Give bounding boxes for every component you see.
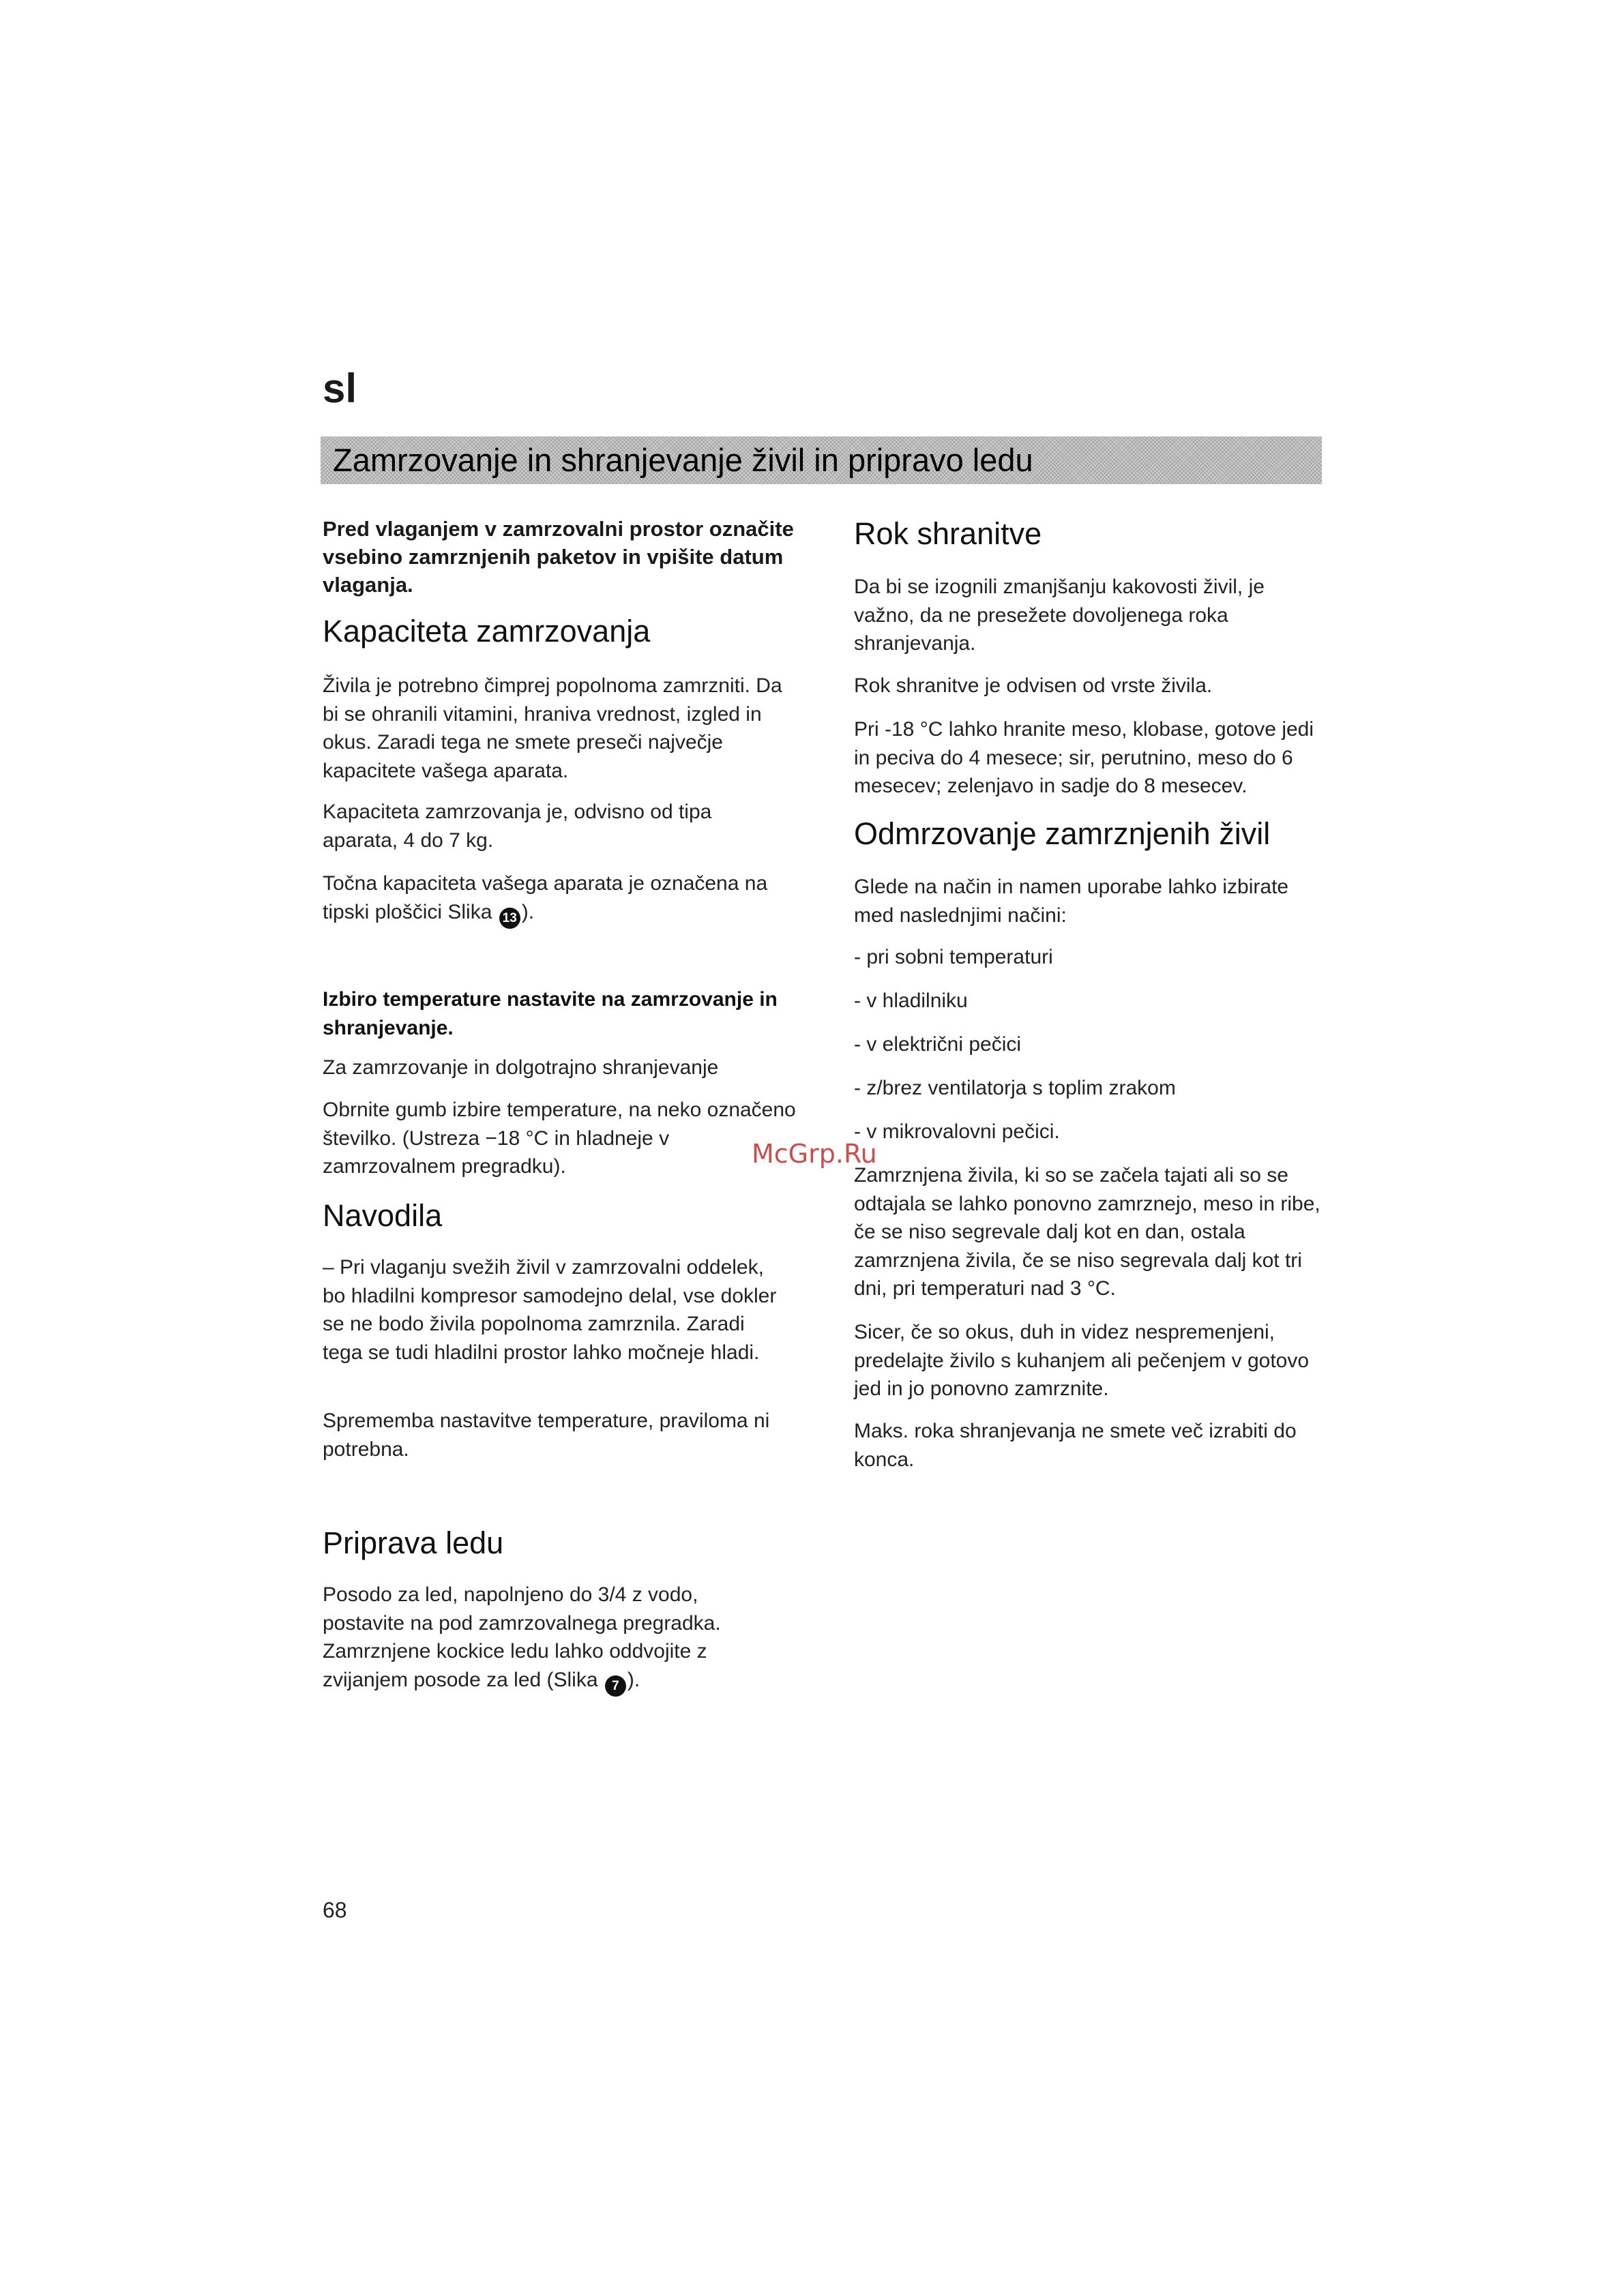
izbiro-bold-paragraph: Izbiro temperature nastavite na zamrzovanje in shranjevanje.	[323, 988, 778, 1039]
odmrzovanje-paragraph-2: Zamrznjena živila, ki so se začela tajati ali so se odtajala se lahko ponovno zamrznejo, meso in ribe, če se niso segrevale dalj kot en dan, ostala zamrznjena živila, če se niso segrevala dalj kot tri dni, pri temperaturi nad 3 °C.	[854, 1164, 1320, 1300]
heading-rok-shranitve: Rok shranitve	[854, 516, 1042, 551]
navodila-paragraph-1: – Pri vlaganju svežih živil v zamrzovalni oddelek, bo hladilni kompresor samodejno delal, vse dokler se ne bodo živila popolnoma zamrznila. Zaradi tega se tudi hladilni prostor lahko močneje hladi.	[323, 1256, 777, 1364]
navodila-paragraph-2: Sprememba nastavitve temperature, praviloma ni potrebna.	[323, 1410, 770, 1461]
priprava-end: ).	[627, 1668, 640, 1691]
odmrzovanje-paragraph-1: Glede na način in namen uporabe lahko izbirate med naslednjimi načini:	[854, 876, 1289, 927]
figure-13-badge: 13	[499, 908, 520, 929]
kapaciteta-p3-text: Točna kapaciteta vašega aparata je označena na tipski ploščici Slika	[323, 872, 768, 923]
heading-priprava-ledu: Priprava ledu	[323, 1525, 504, 1560]
list-item: - v mikrovalovni pečici.	[854, 1120, 1060, 1143]
kapaciteta-p3-end: ).	[521, 900, 535, 923]
banner-title: Zamrzovanje in shranjevanje živil in pripravo ledu	[333, 442, 1033, 478]
page-number: 68	[323, 1898, 347, 1922]
priprava-paragraph	[323, 1581, 759, 1697]
izbiro-paragraph-2: Obrnite gumb izbire temperature, na neko označeno številko. (Ustreza −18 °C in hladneje v zamrzovalnem pregradku).	[323, 1099, 796, 1178]
watermark-text: McGrp.Ru	[752, 1139, 877, 1169]
odmrzovanje-paragraph-3: Sicer, če so okus, duh in videz nespremenjeni, predelajte živilo s kuhanjem ali pečenjem v gotovo jed in jo ponovno zamrznite.	[854, 1321, 1310, 1400]
izbiro-paragraph-1: Za zamrzovanje in dolgotrajno shranjevanje	[323, 1056, 719, 1079]
language-code: sl	[323, 366, 357, 411]
rok-paragraph-1: Da bi se izognili zmanjšanju kakovosti živil, je važno, da ne presežete dovoljenega roka shranjevanja.	[854, 576, 1265, 655]
priprava-text: Posodo za led, napolnjeno do 3/4 z vodo, postavite na pod zamrzovalnega pregradka. Zamrznjene kockice ledu lahko oddvojite z zvijanjem posode za led (Slika	[323, 1583, 721, 1691]
list-item: - z/brez ventilatorja s toplim zrakom	[854, 1077, 1176, 1099]
intro-paragraph: Pred vlaganjem v zamrzovalni prostor označite vsebino zamrznjenih paketov in vpišite datum vlaganja.	[323, 517, 794, 597]
odmrzovanje-paragraph-4: Maks. roka shranjevanja ne smete več izrabiti do konca.	[854, 1420, 1297, 1471]
rok-paragraph-3: Pri -18 °C lahko hranite meso, klobase, gotove jedi in peciva do 4 mesece; sir, perutnino, meso do 6 mesecev; zelenjavo in sadje do 8 mesecev.	[854, 718, 1314, 797]
figure-7-badge: 7	[605, 1675, 626, 1697]
list-item: - v električni pečici	[854, 1033, 1022, 1056]
section-banner	[321, 436, 1322, 484]
list-item: - v hladilniku	[854, 989, 968, 1012]
list-item: - pri sobni temperaturi	[854, 946, 1053, 968]
heading-navodila: Navodila	[323, 1198, 443, 1233]
kapaciteta-paragraph-2: Kapaciteta zamrzovanja je, odvisno od tipa aparata, 4 do 7 kg.	[323, 801, 712, 852]
kapaciteta-paragraph-3	[323, 869, 800, 929]
rok-paragraph-2: Rok shranitve je odvisen od vrste živila.	[854, 674, 1213, 697]
heading-odmrzovanje: Odmrzovanje zamrznjenih živil	[854, 816, 1271, 851]
heading-kapaciteta: Kapaciteta zamrzovanja	[323, 614, 651, 648]
kapaciteta-paragraph-1: Živila je potrebno čimprej popolnoma zamrzniti. Da bi se ohranili vitamini, hraniva vrednost, izgled in okus. Zaradi tega ne smete preseči največje kapacitete vašega aparata.	[323, 674, 782, 782]
